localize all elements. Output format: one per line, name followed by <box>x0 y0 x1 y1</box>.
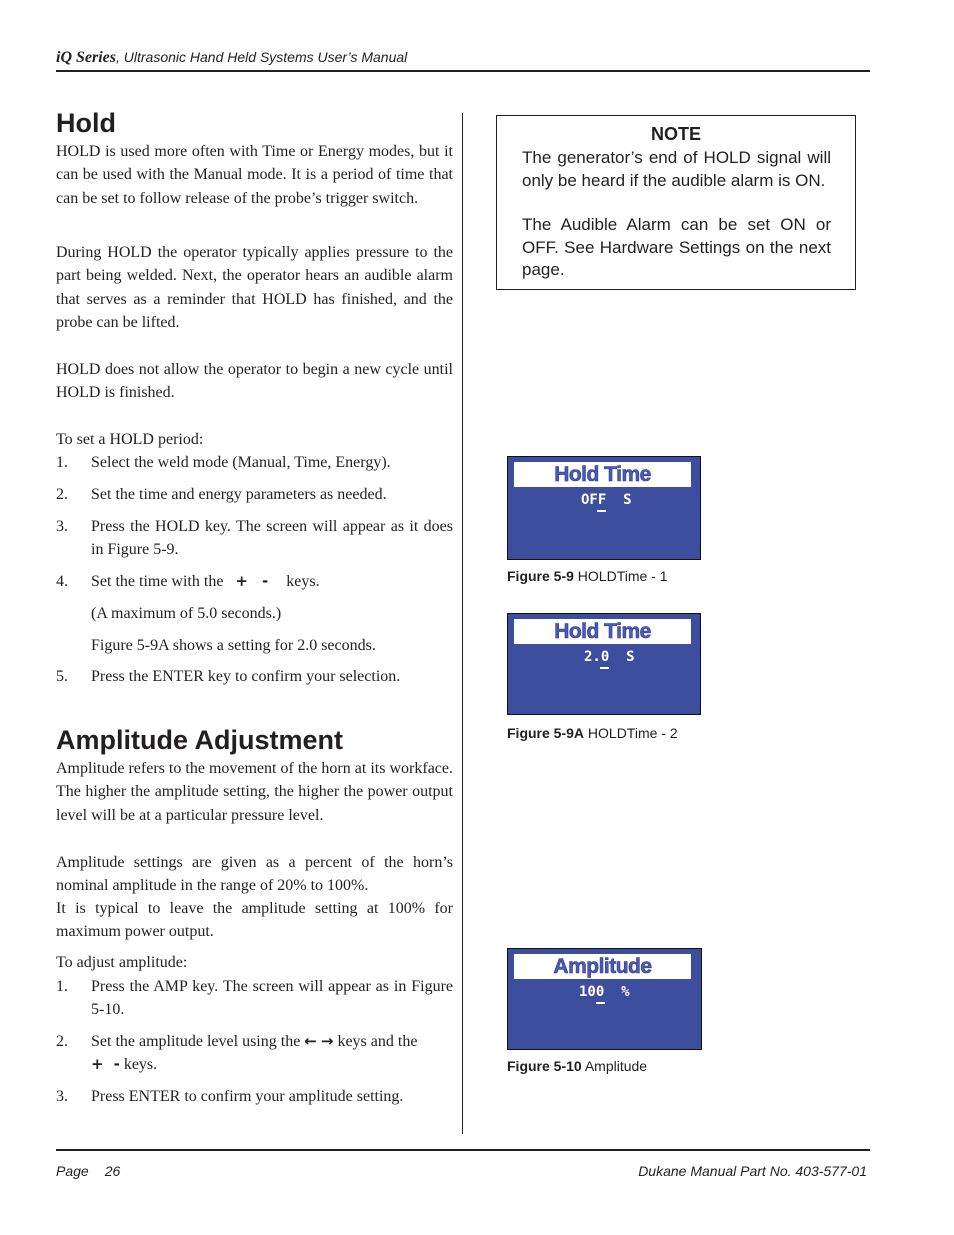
series-name: iQ Series <box>56 49 116 66</box>
hold-time-screen-off <box>507 456 701 560</box>
screen-title-bar <box>514 619 691 644</box>
amplitude-step-2: 2. Set the amplitude level using the ← → keys and the + - keys. <box>56 1032 418 1074</box>
amplitude-paragraph-2: Amplitude settings are given as a percent of the horn’s nominal amplitude in the range of 20% to 100%. <box>56 854 453 895</box>
running-header <box>56 49 407 67</box>
left-arrow-key-icon: ← <box>304 1032 317 1050</box>
column-divider <box>462 113 463 1134</box>
minus-key-icon: - <box>262 572 269 590</box>
amplitude-step-3: 3. Press ENTER to confirm your amplitude setting. <box>56 1088 404 1105</box>
screen-title: Amplitude <box>553 955 652 978</box>
screen-value: 100 % <box>579 984 630 1000</box>
hold-paragraph-3: HOLD does not allow the operator to begin a new cycle until HOLD is finished. <box>56 361 453 402</box>
right-arrow-key-icon: → <box>320 1032 334 1050</box>
hold-steps-intro: To set a HOLD period: <box>56 431 204 448</box>
hold-heading: Hold <box>56 108 116 138</box>
footer-rule <box>56 1149 870 1151</box>
minus-key-icon: - <box>113 1055 120 1074</box>
screen-title-bar <box>514 462 691 487</box>
figure-caption-5-9: Figure 5-9 HOLDTime - 1 <box>507 568 668 584</box>
amplitude-screen <box>507 948 702 1050</box>
hold-time-screen-2s <box>507 613 701 715</box>
amplitude-step-1: 1. Press the AMP key. The screen will appear as in Figure 5-10. <box>56 978 453 1019</box>
note-text-settings: The Audible Alarm can be set ON or OFF. See Hardware Settings on the next page. <box>522 215 831 279</box>
hold-paragraph-2: During HOLD the operator typically applies pressure to the part being welded. Next, the operator hears an audible alarm that serves as a reminder that HOLD has finished, and the probe can be lifted. <box>56 244 453 331</box>
figure-caption-5-9a: Figure 5-9A HOLDTime - 2 <box>507 725 678 741</box>
hold-step-4-note-max: (A maximum of 5.0 seconds.) <box>91 605 282 622</box>
edit-cursor <box>600 667 609 669</box>
screen-title: Hold Time <box>554 620 651 643</box>
hold-step-4-note-example: Figure 5-9A shows a setting for 2.0 seconds. <box>91 637 376 654</box>
page-number: Page 26 <box>56 1163 121 1179</box>
hold-step-1: 1. Select the weld mode (Manual, Time, Energy). <box>56 454 391 471</box>
edit-cursor <box>596 1002 605 1004</box>
hold-step-4: 4. Set the time with the + - keys. <box>56 572 320 590</box>
amplitude-paragraph-1: Amplitude refers to the movement of the horn at its workface. The higher the amplitude setting, the higher the power output level will be at a particular pressure level. <box>56 760 453 824</box>
note-box <box>496 115 856 290</box>
hold-step-5: 5. Press the ENTER key to confirm your selection. <box>56 668 401 685</box>
edit-cursor <box>597 510 606 512</box>
figure-caption-5-10: Figure 5-10 Amplitude <box>507 1058 648 1074</box>
screen-value: 2.0 S <box>584 649 635 665</box>
screen-title: Hold Time <box>554 463 651 486</box>
manual-part-number: Dukane Manual Part No. 403-577-01 <box>638 1163 867 1179</box>
amplitude-paragraph-3: It is typical to leave the amplitude setting at 100% for maximum power output. <box>56 900 453 941</box>
plus-key-icon: + <box>91 1055 104 1074</box>
note-title: NOTE <box>650 124 701 144</box>
note-text-alarm: The generator’s end of HOLD signal will only be heard if the audible alarm is ON. <box>522 148 831 190</box>
screen-title-bar <box>514 954 691 979</box>
screen-value: OFF S <box>581 492 632 508</box>
hold-step-2: 2. Set the time and energy parameters as needed. <box>56 486 387 503</box>
header-rule <box>56 70 870 72</box>
amplitude-steps-intro: To adjust amplitude: <box>56 954 188 971</box>
hold-paragraph-1: HOLD is used more often with Time or Energy modes, but it can be used with the Manual mode. It is a period of time that can be set to follow release of the probe’s trigger switch. <box>56 143 453 207</box>
manual-title: , Ultrasonic Hand Held Systems User’s Manual <box>116 49 408 65</box>
hold-step-3: 3. Press the HOLD key. The screen will appear as it does in Figure 5-9. <box>56 518 453 559</box>
plus-key-icon: + <box>235 572 248 590</box>
amplitude-heading: Amplitude Adjustment <box>56 725 343 755</box>
